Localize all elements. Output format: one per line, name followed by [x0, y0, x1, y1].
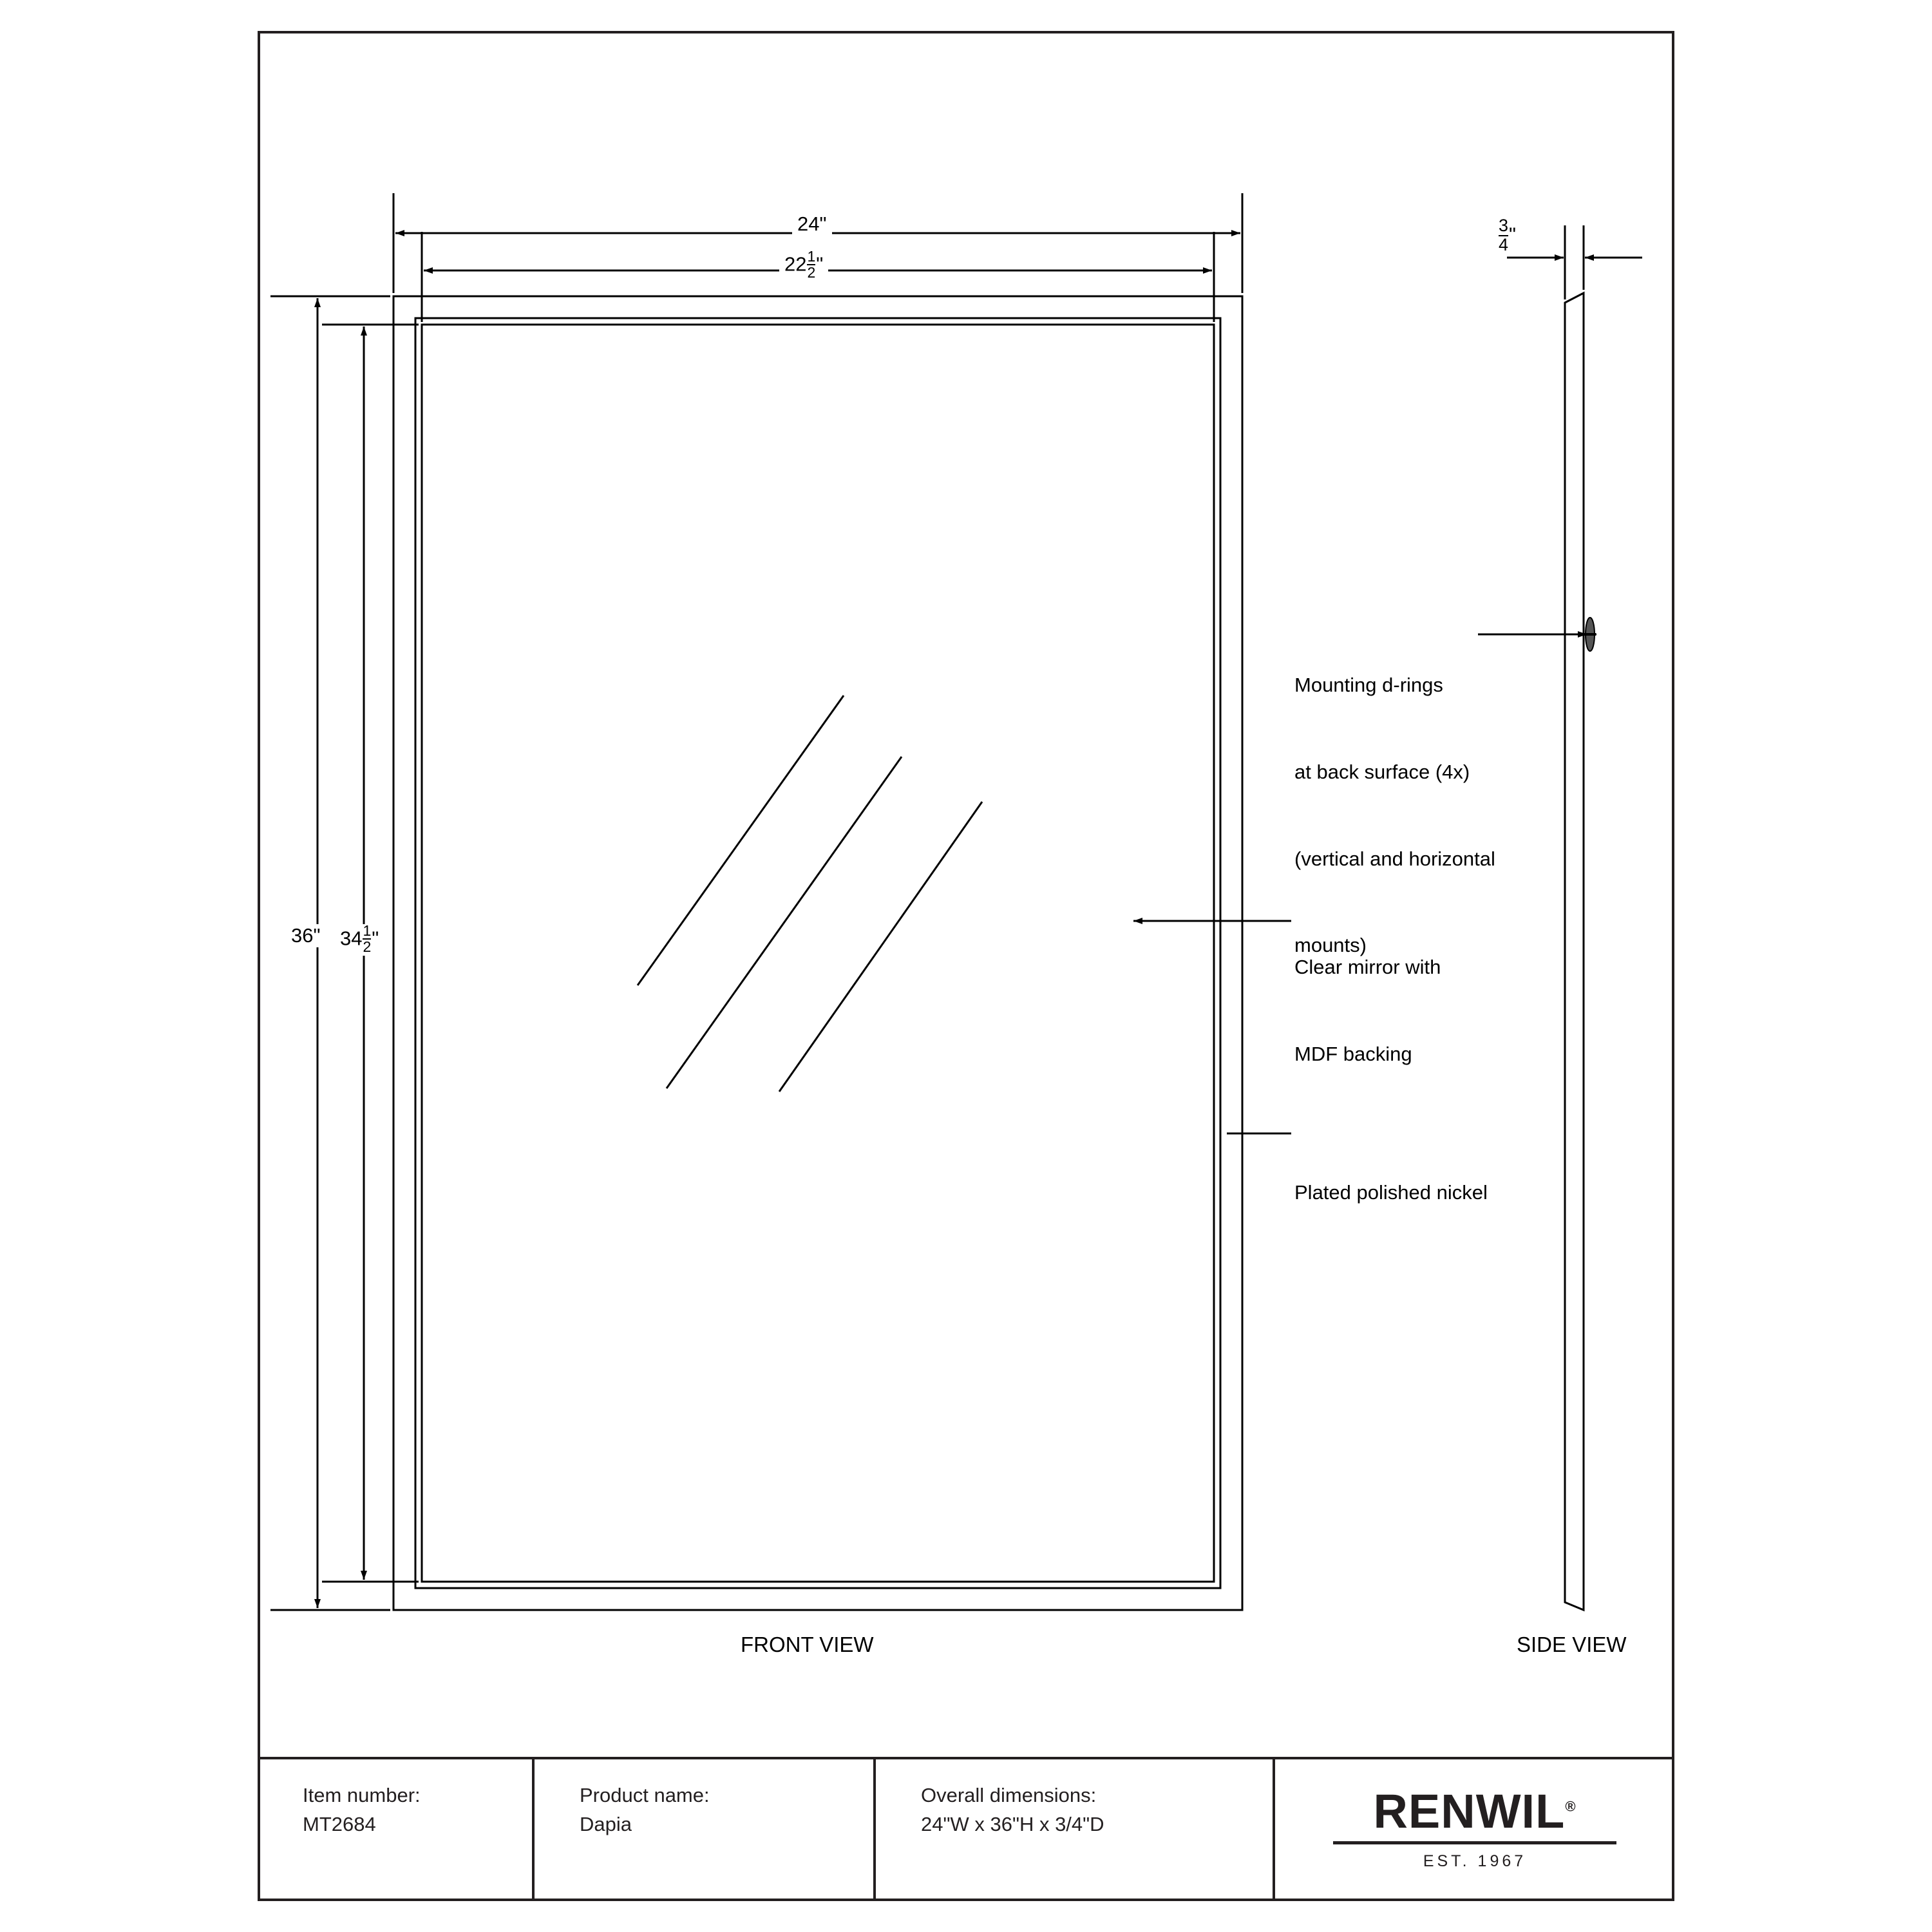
dimension-mirror-width: 22 $\frac{1}{2}$ " [779, 250, 828, 281]
dimension-overall-width: 24" [792, 213, 832, 236]
overall-dimensions-label: Overall dimensions: [921, 1784, 1097, 1806]
title-block-product-name [535, 1759, 876, 1901]
brand-logo [1275, 1759, 1674, 1901]
title-block [258, 1757, 1674, 1901]
callout-line: at back surface (4x) [1294, 760, 1470, 783]
brand-wordmark: RENWIL® [1373, 1784, 1577, 1838]
title-block-overall-dimensions [876, 1759, 1275, 1901]
brand-established: EST. 1967 [1423, 1852, 1527, 1870]
callout-line: mounts) [1294, 934, 1367, 957]
dimension-overall-height: 36" [291, 924, 321, 947]
callout-line: Mounting d-rings [1294, 673, 1443, 696]
callout-plated-polished-nickel [1294, 1121, 1488, 1236]
product-name-value: Dapia [580, 1812, 632, 1835]
logo-divider [1333, 1841, 1616, 1844]
title-block-item-number [258, 1759, 535, 1901]
front-view-label: FRONT VIEW [741, 1633, 874, 1656]
dimension-mirror-height: 34 $\frac{1}{2}$ " [340, 922, 379, 956]
side-view-label: SIDE VIEW [1517, 1633, 1627, 1656]
item-number-value: MT2684 [303, 1812, 376, 1835]
callout-clear-mirror [1294, 895, 1441, 1098]
item-number-label: Item number: [303, 1784, 421, 1806]
dimension-depth: $\frac{3}{4}$ " [1493, 218, 1521, 254]
callout-line: Plated polished nickel [1294, 1180, 1488, 1204]
overall-dimensions-value: 24"W x 36"H x 3/4"D [921, 1812, 1104, 1835]
callout-line: MDF backing [1294, 1042, 1412, 1065]
callout-line: (vertical and horizontal [1294, 847, 1495, 870]
callout-line: Clear mirror with [1294, 955, 1441, 978]
product-name-label: Product name: [580, 1784, 710, 1806]
registered-trademark-icon: ® [1565, 1798, 1577, 1815]
